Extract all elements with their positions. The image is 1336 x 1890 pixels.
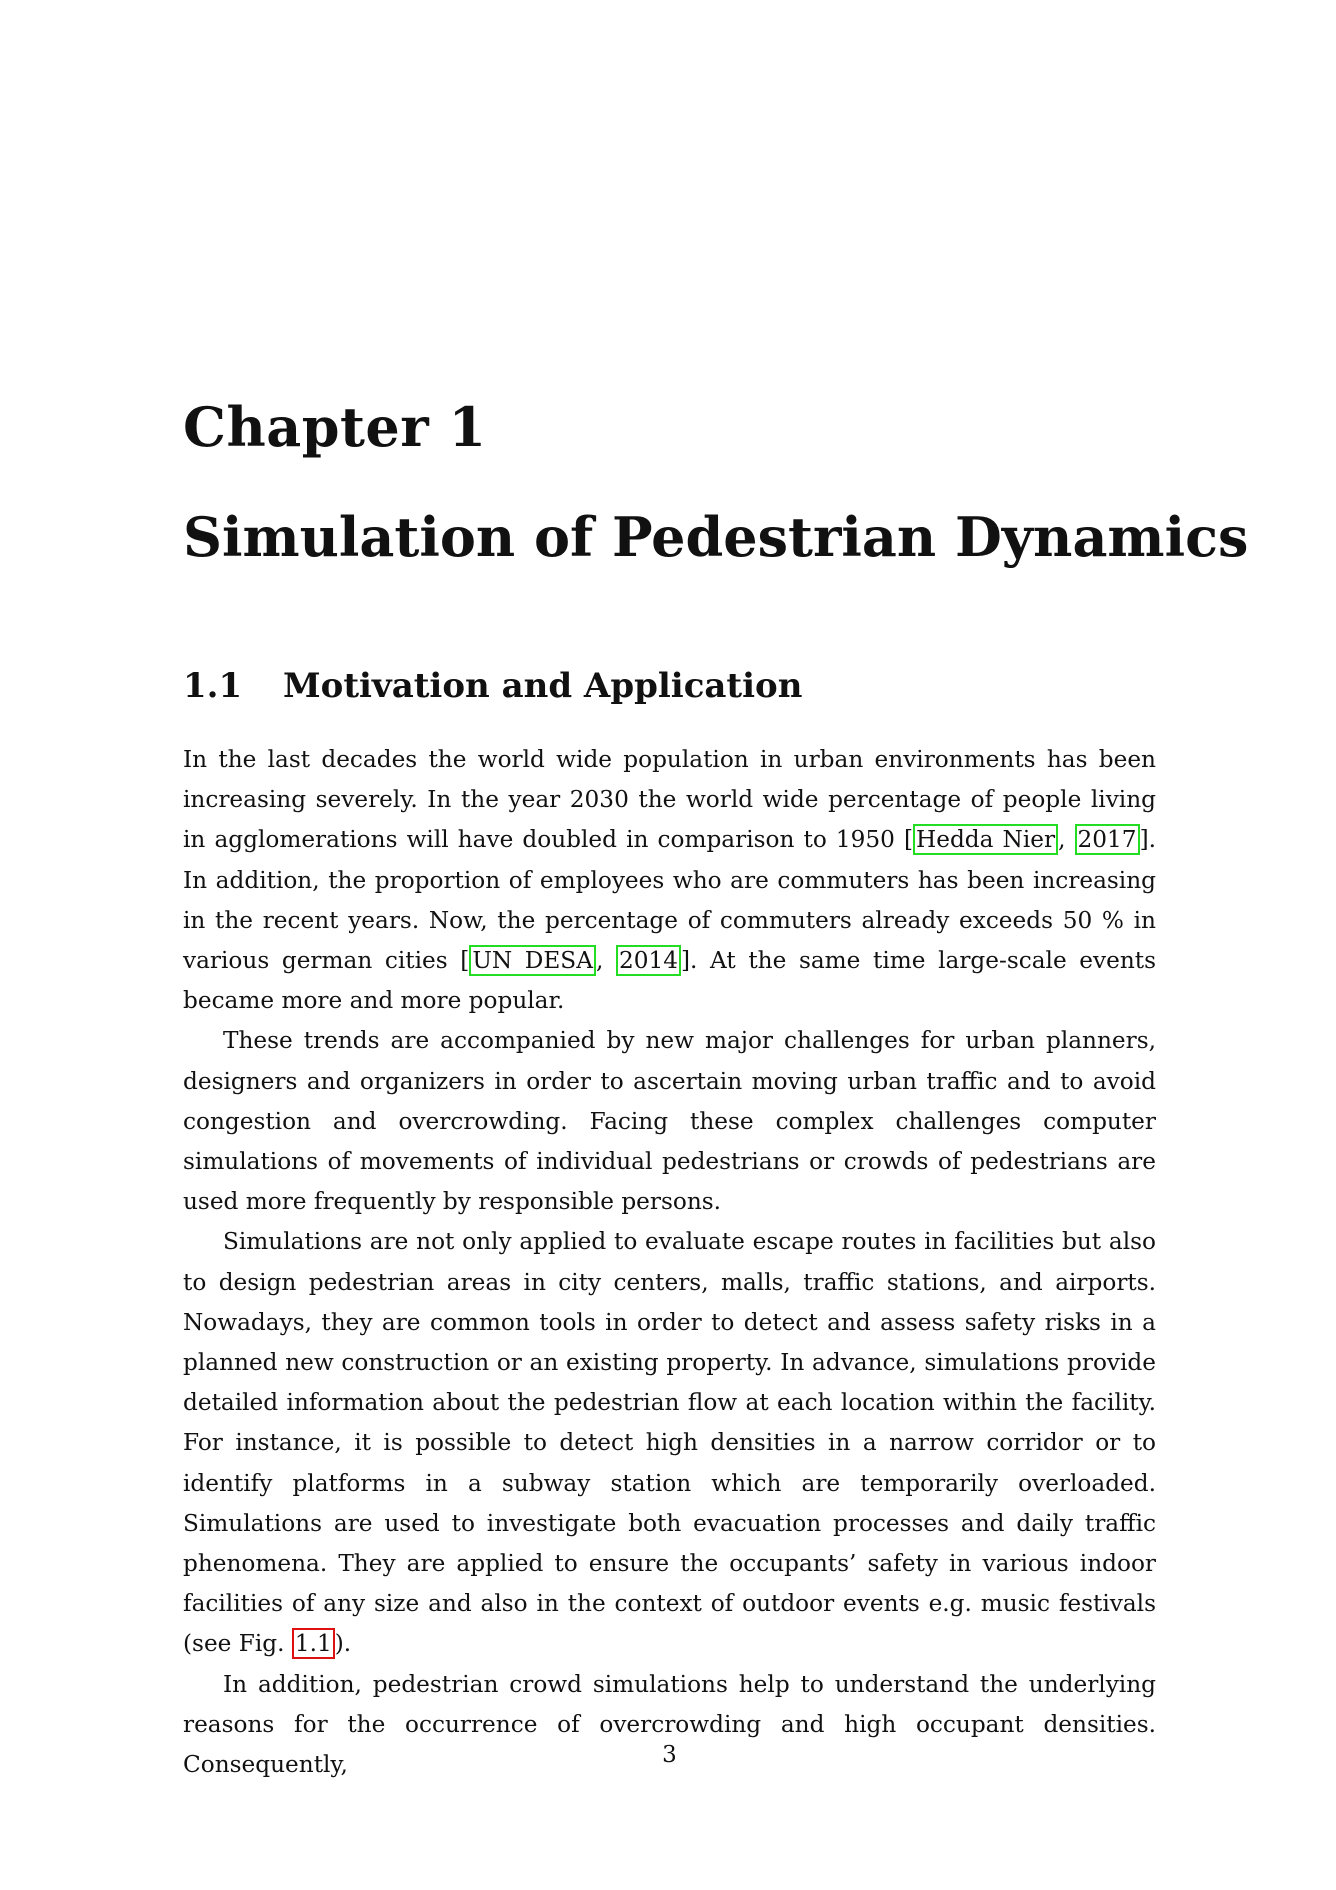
citation-link-hedda-nier[interactable]: Hedda Nier (913, 824, 1058, 855)
paragraph-2: These trends are accompanied by new major challenges for urban planners, designers and organizers in order to ascertain moving urban traffic and to avoid congestion and overcrowding. Facing these complex challenges computer simulations of movements of individual pedestrians or crowds of pedestrians are used more frequently by responsible persons. (183, 1027, 1156, 1216)
chapter-title: Simulation of Pedestrian Dynamics (183, 505, 1249, 569)
citation-link-2014[interactable]: 2014 (616, 945, 681, 976)
paragraph-1-text-a: In the last decades the world wide population in urban environments has been increasing severely. In the year 2030 the world wide percentage of people living in agglomerations will have doubled in comparison to 1950 [ (183, 746, 1156, 854)
figure-reference-link[interactable]: 1.1 (292, 1628, 335, 1659)
paragraph-1-text-e: ]. At the same time large-scale events became more and more popular. (183, 947, 1156, 1015)
paragraph-1-text-c: ]. In addition, the proportion of employees who are commuters has been increasing in the recent years. Now, the percentage of commuters already exceeds 50 % in various german cities [ (183, 826, 1156, 975)
page-number: 3 (662, 1742, 677, 1768)
paragraph-4: In addition, pedestrian crowd simulations help to understand the underlying reasons for the occurrence of overcrowding and high occupant densities. Consequently, (183, 1670, 1156, 1779)
paragraph-1-text-d: , (595, 947, 616, 975)
chapter-label: Chapter 1 (183, 395, 487, 459)
citation-link-un-desa[interactable]: UN DESA (469, 945, 596, 976)
paragraph-1 (183, 740, 1156, 1021)
section-number: 1.1 (183, 666, 243, 706)
paragraph-3-text-b: ). (334, 1630, 352, 1658)
section-title: Motivation and Application (283, 666, 803, 706)
document-page (183, 0, 1249, 1890)
body-text (183, 740, 1156, 1785)
paragraph-1-text-b: , (1058, 826, 1075, 854)
section-heading (183, 666, 802, 707)
paragraph-3 (183, 1222, 1156, 1664)
citation-link-2017[interactable]: 2017 (1075, 824, 1140, 855)
paragraph-3-text-a: Simulations are not only applied to evaluate escape routes in facilities but also to design pedestrian areas in city centers, malls, traffic stations, and airports. Nowadays, they are common tools in order to detect and assess safety risks in a planned new construction or an existing property. In advance, simulations provide detailed information about the pedestrian flow at each location within the facility. For instance, it is possible to detect high densities in a narrow corridor or to identify platforms in a subway station which are temporarily overloaded. Simulations are used to investigate both evacuation processes and daily traffic phenomena. They are applied to ensure the occupants’ safety in various indoor facilities of any size and also in the context of outdoor events e.g. music festivals (see Fig. (183, 1228, 1156, 1658)
